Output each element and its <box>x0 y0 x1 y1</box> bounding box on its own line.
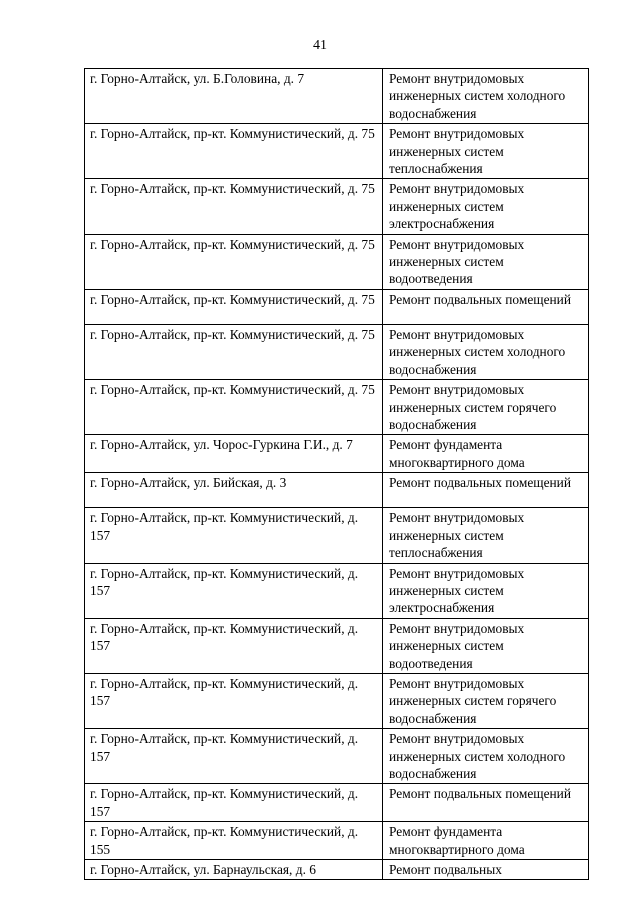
address-cell: г. Горно-Алтайск, пр-кт. Коммунистический, д. 75 <box>85 124 383 179</box>
work-type-cell: Ремонт внутридомовых инженерных систем теплоснабжения <box>383 124 589 179</box>
table-body <box>85 69 589 880</box>
table-row <box>85 234 589 289</box>
work-type-cell: Ремонт внутридомовых инженерных систем электроснабжения <box>383 563 589 618</box>
address-cell: г. Горно-Алтайск, ул. Чорос-Гуркина Г.И., д. 7 <box>85 435 383 473</box>
table-row <box>85 69 589 124</box>
address-cell: г. Горно-Алтайск, пр-кт. Коммунистический, д. 157 <box>85 784 383 822</box>
address-cell: г. Горно-Алтайск, ул. Барнаульская, д. 6 <box>85 860 383 880</box>
work-type-cell: Ремонт внутридомовых инженерных систем водоотведения <box>383 618 589 673</box>
work-type-cell: Ремонт внутридомовых инженерных систем электроснабжения <box>383 179 589 234</box>
work-type-cell: Ремонт подвальных помещений <box>383 473 589 508</box>
table-row <box>85 380 589 435</box>
address-cell: г. Горно-Алтайск, пр-кт. Коммунистический, д. 75 <box>85 380 383 435</box>
page-number: 41 <box>313 38 327 53</box>
table-row <box>85 673 589 728</box>
table-row <box>85 124 589 179</box>
work-type-cell: Ремонт подвальных помещений <box>383 289 589 324</box>
address-cell: г. Горно-Алтайск, пр-кт. Коммунистический, д. 157 <box>85 508 383 563</box>
table-row <box>85 473 589 508</box>
work-type-cell: Ремонт внутридомовых инженерных систем холодного водоснабжения <box>383 324 589 379</box>
work-type-cell: Ремонт внутридомовых инженерных систем холодного водоснабжения <box>383 69 589 124</box>
table-row <box>85 784 589 822</box>
address-cell: г. Горно-Алтайск, пр-кт. Коммунистический, д. 157 <box>85 729 383 784</box>
repair-works-table <box>84 68 589 880</box>
work-type-cell: Ремонт фундамента многоквартирного дома <box>383 822 589 860</box>
work-type-cell: Ремонт подвальных помещений <box>383 784 589 822</box>
address-cell: г. Горно-Алтайск, ул. Б.Головина, д. 7 <box>85 69 383 124</box>
table-row <box>85 179 589 234</box>
table-row <box>85 435 589 473</box>
work-type-cell: Ремонт внутридомовых инженерных систем водоотведения <box>383 234 589 289</box>
table-row <box>85 324 589 379</box>
address-cell: г. Горно-Алтайск, пр-кт. Коммунистический, д. 157 <box>85 618 383 673</box>
table-row <box>85 563 589 618</box>
address-cell: г. Горно-Алтайск, ул. Бийская, д. 3 <box>85 473 383 508</box>
work-type-cell: Ремонт внутридомовых инженерных систем теплоснабжения <box>383 508 589 563</box>
address-cell: г. Горно-Алтайск, пр-кт. Коммунистический, д. 75 <box>85 234 383 289</box>
table-row <box>85 860 589 880</box>
table-row <box>85 508 589 563</box>
address-cell: г. Горно-Алтайск, пр-кт. Коммунистический, д. 157 <box>85 673 383 728</box>
address-cell: г. Горно-Алтайск, пр-кт. Коммунистический, д. 75 <box>85 289 383 324</box>
address-cell: г. Горно-Алтайск, пр-кт. Коммунистический, д. 75 <box>85 324 383 379</box>
work-type-cell: Ремонт внутридомовых инженерных систем холодного водоснабжения <box>383 729 589 784</box>
table-row <box>85 618 589 673</box>
address-cell: г. Горно-Алтайск, пр-кт. Коммунистический, д. 75 <box>85 179 383 234</box>
work-type-cell: Ремонт фундамента многоквартирного дома <box>383 435 589 473</box>
table-row <box>85 822 589 860</box>
table-row <box>85 289 589 324</box>
address-cell: г. Горно-Алтайск, пр-кт. Коммунистический, д. 155 <box>85 822 383 860</box>
work-type-cell: Ремонт подвальных <box>383 860 589 880</box>
work-type-cell: Ремонт внутридомовых инженерных систем горячего водоснабжения <box>383 673 589 728</box>
address-cell: г. Горно-Алтайск, пр-кт. Коммунистический, д. 157 <box>85 563 383 618</box>
table-row <box>85 729 589 784</box>
work-type-cell: Ремонт внутридомовых инженерных систем горячего водоснабжения <box>383 380 589 435</box>
